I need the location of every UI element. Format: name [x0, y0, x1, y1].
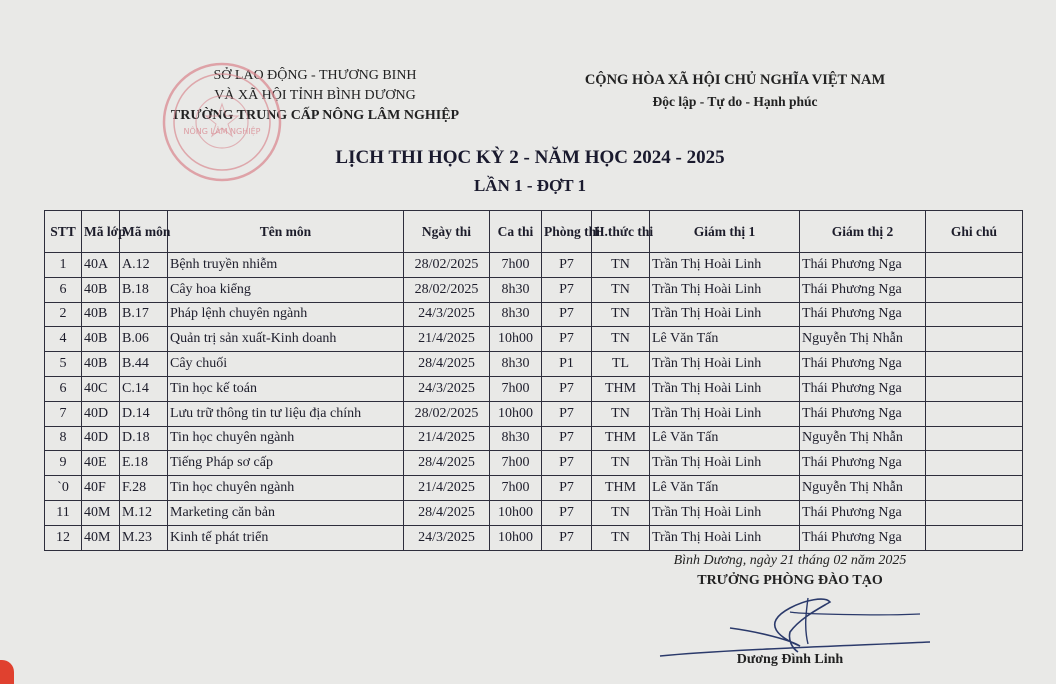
cell-exam-format: TN	[592, 451, 650, 476]
cell-stt: 6	[45, 376, 82, 401]
cell-room: P7	[542, 302, 592, 327]
cell-proctor-1: Trần Thị Hoài Linh	[650, 352, 800, 377]
cell-exam-date: 24/3/2025	[404, 302, 490, 327]
cell-exam-date: 24/3/2025	[404, 525, 490, 550]
cell-session: 10h00	[490, 525, 542, 550]
cell-subject-code: B.17	[120, 302, 168, 327]
cell-class-code: 40D	[82, 401, 120, 426]
cell-exam-format: TN	[592, 401, 650, 426]
cell-proctor-2: Nguyễn Thị Nhẫn	[800, 327, 926, 352]
cell-exam-date: 28/4/2025	[404, 500, 490, 525]
cell-subject-name: Marketing căn bản	[168, 500, 404, 525]
cell-room: P7	[542, 525, 592, 550]
cell-session: 10h00	[490, 401, 542, 426]
issuer-line-1: SỞ LAO ĐỘNG - THƯƠNG BINH	[213, 68, 417, 83]
cell-subject-name: Tin học chuyên ngành	[168, 476, 404, 501]
cell-exam-format: TN	[592, 500, 650, 525]
table-header-row	[45, 211, 1023, 253]
school-name: TRƯỜNG TRUNG CẤP NÔNG LÂM NGHIỆP	[170, 108, 460, 123]
cell-proctor-1: Trần Thị Hoài Linh	[650, 277, 800, 302]
cell-session: 8h30	[490, 277, 542, 302]
cell-room: P1	[542, 352, 592, 377]
cell-subject-code: M.12	[120, 500, 168, 525]
cell-exam-format: TN	[592, 327, 650, 352]
cell-proctor-2: Nguyễn Thị Nhẫn	[800, 476, 926, 501]
cell-notes	[926, 426, 1023, 451]
cell-notes	[926, 401, 1023, 426]
cell-class-code: 40M	[82, 500, 120, 525]
cell-notes	[926, 376, 1023, 401]
cell-proctor-2: Thái Phương Nga	[800, 451, 926, 476]
cell-subject-code: D.18	[120, 426, 168, 451]
cell-class-code: 40B	[82, 327, 120, 352]
table-row	[45, 376, 1023, 401]
cell-proctor-1: Lê Văn Tấn	[650, 476, 800, 501]
cell-proctor-2: Thái Phương Nga	[800, 500, 926, 525]
cell-proctor-2: Nguyễn Thị Nhẫn	[800, 426, 926, 451]
signer-role: TRƯỞNG PHÒNG ĐÀO TẠO	[697, 573, 883, 588]
title-line-1: LỊCH THI HỌC KỲ 2 - NĂM HỌC 2024 - 2025	[335, 147, 725, 168]
cell-subject-name: Quản trị sản xuất-Kinh doanh	[168, 327, 404, 352]
header-subject-code: Mã môn	[120, 211, 168, 253]
table-row	[45, 277, 1023, 302]
cell-stt: 1	[45, 253, 82, 278]
cell-proctor-1: Trần Thị Hoài Linh	[650, 302, 800, 327]
cell-stt: 6	[45, 277, 82, 302]
cell-session: 7h00	[490, 376, 542, 401]
table-row	[45, 476, 1023, 501]
cell-session: 7h00	[490, 451, 542, 476]
header-stt: STT	[45, 211, 82, 253]
cell-subject-code: E.18	[120, 451, 168, 476]
corner-mark	[0, 660, 14, 684]
cell-room: P7	[542, 451, 592, 476]
table-row	[45, 253, 1023, 278]
cell-stt: 8	[45, 426, 82, 451]
cell-proctor-1: Trần Thị Hoài Linh	[650, 525, 800, 550]
table-row	[45, 401, 1023, 426]
cell-exam-date: 21/4/2025	[404, 476, 490, 501]
cell-exam-format: TL	[592, 352, 650, 377]
cell-exam-date: 21/4/2025	[404, 426, 490, 451]
cell-class-code: 40C	[82, 376, 120, 401]
cell-exam-format: TN	[592, 302, 650, 327]
cell-class-code: 40D	[82, 426, 120, 451]
cell-notes	[926, 525, 1023, 550]
cell-stt: 9	[45, 451, 82, 476]
cell-subject-code: M.23	[120, 525, 168, 550]
cell-exam-date: 24/3/2025	[404, 376, 490, 401]
cell-notes	[926, 451, 1023, 476]
cell-proctor-1: Trần Thị Hoài Linh	[650, 253, 800, 278]
cell-room: P7	[542, 277, 592, 302]
handwritten-signature	[640, 588, 940, 660]
cell-class-code: 40B	[82, 352, 120, 377]
cell-proctor-1: Lê Văn Tấn	[650, 426, 800, 451]
cell-proctor-2: Thái Phương Nga	[800, 401, 926, 426]
cell-exam-date: 28/4/2025	[404, 451, 490, 476]
cell-subject-code: A.12	[120, 253, 168, 278]
cell-session: 10h00	[490, 500, 542, 525]
cell-notes	[926, 352, 1023, 377]
cell-proctor-2: Thái Phương Nga	[800, 525, 926, 550]
cell-stt: 2	[45, 302, 82, 327]
cell-stt: 11	[45, 500, 82, 525]
cell-exam-format: TN	[592, 525, 650, 550]
header-proctor-1: Giám thị 1	[650, 211, 800, 253]
cell-session: 7h00	[490, 476, 542, 501]
cell-proctor-1: Trần Thị Hoài Linh	[650, 451, 800, 476]
table-row	[45, 327, 1023, 352]
cell-exam-date: 21/4/2025	[404, 327, 490, 352]
cell-class-code: 40B	[82, 277, 120, 302]
header-notes: Ghi chú	[926, 211, 1023, 253]
cell-session: 8h30	[490, 426, 542, 451]
cell-subject-code: D.14	[120, 401, 168, 426]
signer-name: Dương Đình Linh	[736, 652, 844, 667]
header-exam-date: Ngày thi	[404, 211, 490, 253]
cell-subject-code: B.06	[120, 327, 168, 352]
cell-exam-date: 28/02/2025	[404, 253, 490, 278]
cell-session: 8h30	[490, 302, 542, 327]
cell-subject-code: F.28	[120, 476, 168, 501]
cell-exam-date: 28/02/2025	[404, 401, 490, 426]
cell-class-code: 40A	[82, 253, 120, 278]
cell-proctor-1: Trần Thị Hoài Linh	[650, 401, 800, 426]
cell-subject-code: C.14	[120, 376, 168, 401]
cell-exam-format: THM	[592, 376, 650, 401]
cell-exam-date: 28/02/2025	[404, 277, 490, 302]
cell-stt: 4	[45, 327, 82, 352]
table-row	[45, 426, 1023, 451]
cell-exam-format: THM	[592, 426, 650, 451]
cell-subject-name: Cây chuối	[168, 352, 404, 377]
cell-class-code: 40E	[82, 451, 120, 476]
cell-room: P7	[542, 401, 592, 426]
national-motto: CỘNG HÒA XÃ HỘI CHỦ NGHĨA VIỆT NAM	[584, 72, 886, 88]
exam-schedule-table	[44, 210, 1023, 551]
table-row	[45, 525, 1023, 550]
cell-session: 7h00	[490, 253, 542, 278]
cell-stt: 5	[45, 352, 82, 377]
header-class-code: Mã lớp	[82, 211, 120, 253]
table-row	[45, 451, 1023, 476]
cell-proctor-1: Trần Thị Hoài Linh	[650, 376, 800, 401]
cell-proctor-2: Thái Phương Nga	[800, 352, 926, 377]
header-subject-name: Tên môn	[168, 211, 404, 253]
cell-notes	[926, 500, 1023, 525]
table-row	[45, 500, 1023, 525]
cell-subject-name: Kinh tế phát triển	[168, 525, 404, 550]
seal-text: NÔNG LÂM NGHIỆP	[183, 127, 261, 136]
cell-subject-name: Tin học kế toán	[168, 376, 404, 401]
cell-exam-date: 28/4/2025	[404, 352, 490, 377]
cell-proctor-2: Thái Phương Nga	[800, 277, 926, 302]
cell-proctor-1: Lê Văn Tấn	[650, 327, 800, 352]
cell-room: P7	[542, 476, 592, 501]
cell-stt: 12	[45, 525, 82, 550]
header-proctor-2: Giám thị 2	[800, 211, 926, 253]
cell-subject-name: Bệnh truyền nhiễm	[168, 253, 404, 278]
cell-room: P7	[542, 426, 592, 451]
cell-notes	[926, 253, 1023, 278]
place-date: Bình Dương, ngày 21 tháng 02 năm 2025	[673, 553, 907, 568]
cell-subject-code: B.18	[120, 277, 168, 302]
cell-subject-name: Pháp lệnh chuyên ngành	[168, 302, 404, 327]
cell-notes	[926, 277, 1023, 302]
cell-room: P7	[542, 253, 592, 278]
cell-subject-code: B.44	[120, 352, 168, 377]
cell-proctor-2: Thái Phương Nga	[800, 253, 926, 278]
cell-session: 10h00	[490, 327, 542, 352]
table-row	[45, 352, 1023, 377]
national-slogan: Độc lập - Tự do - Hạnh phúc	[652, 94, 818, 109]
cell-room: P7	[542, 327, 592, 352]
cell-session: 8h30	[490, 352, 542, 377]
cell-class-code: 40B	[82, 302, 120, 327]
header-room: Phòng thi	[542, 211, 592, 253]
cell-stt: `0	[45, 476, 82, 501]
cell-subject-name: Tiếng Pháp sơ cấp	[168, 451, 404, 476]
header-exam-format: H.thức thi	[592, 211, 650, 253]
cell-subject-name: Lưu trữ thông tin tư liệu địa chính	[168, 401, 404, 426]
cell-stt: 7	[45, 401, 82, 426]
header-session: Ca thi	[490, 211, 542, 253]
cell-subject-name: Tin học chuyên ngành	[168, 426, 404, 451]
cell-exam-format: TN	[592, 253, 650, 278]
cell-exam-format: TN	[592, 277, 650, 302]
document-title	[160, 144, 900, 200]
cell-proctor-2: Thái Phương Nga	[800, 376, 926, 401]
cell-notes	[926, 327, 1023, 352]
national-header	[555, 70, 915, 112]
cell-class-code: 40F	[82, 476, 120, 501]
cell-exam-format: THM	[592, 476, 650, 501]
cell-proctor-1: Trần Thị Hoài Linh	[650, 500, 800, 525]
cell-class-code: 40M	[82, 525, 120, 550]
cell-room: P7	[542, 500, 592, 525]
cell-subject-name: Cây hoa kiểng	[168, 277, 404, 302]
issuer-line-2: VÀ XÃ HỘI TỈNH BÌNH DƯƠNG	[214, 88, 416, 103]
title-line-2: LẦN 1 - ĐỢT 1	[473, 176, 587, 195]
table-row	[45, 302, 1023, 327]
cell-proctor-2: Thái Phương Nga	[800, 302, 926, 327]
signature-block	[640, 552, 940, 592]
cell-room: P7	[542, 376, 592, 401]
cell-notes	[926, 476, 1023, 501]
cell-notes	[926, 302, 1023, 327]
